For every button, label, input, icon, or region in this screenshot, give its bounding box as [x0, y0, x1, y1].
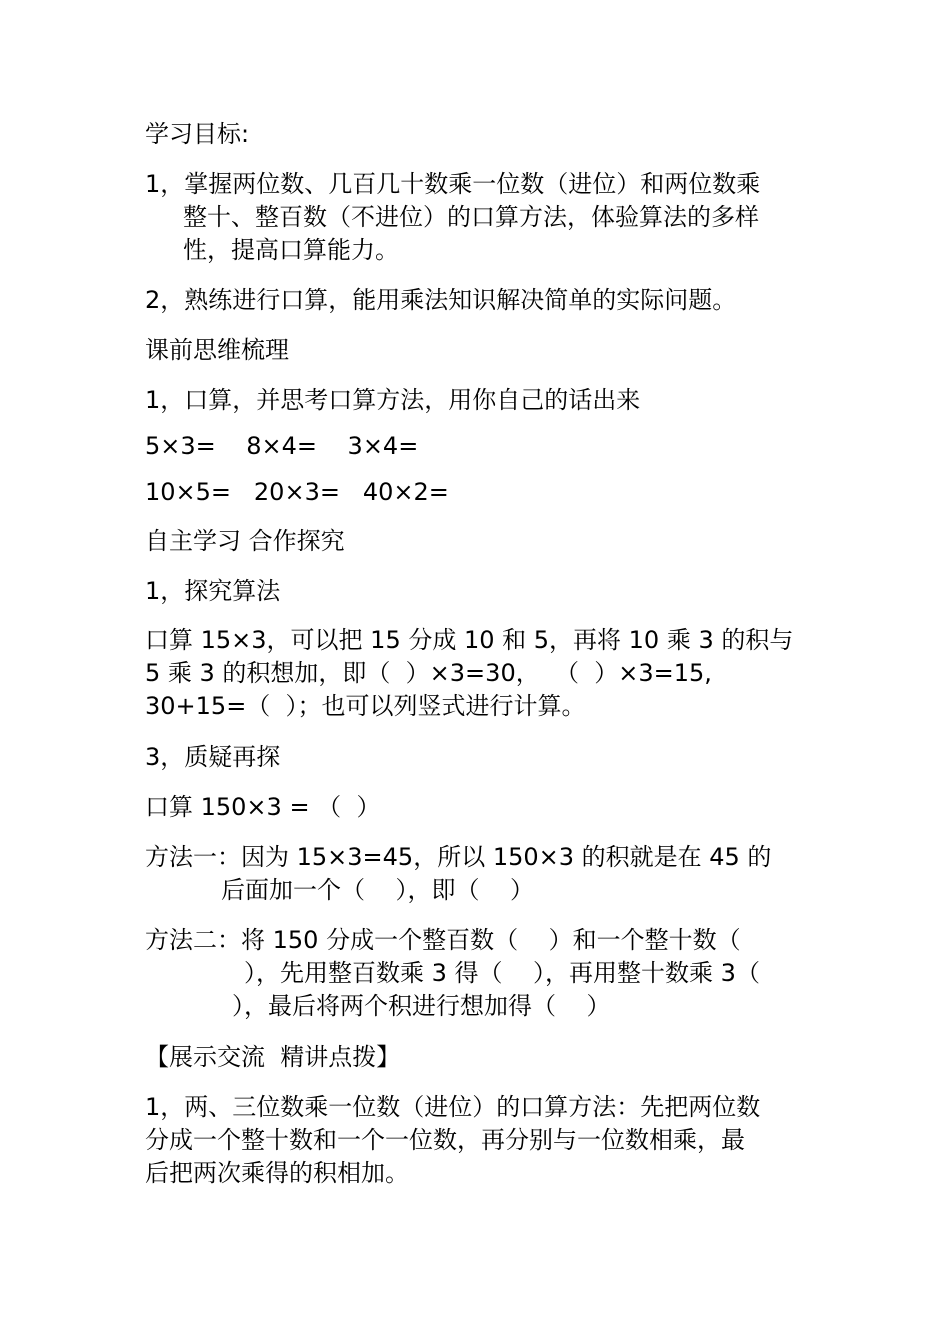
summary-paragraph-line-1: 1，两、三位数乘一位数（进位）的口算方法：先把两位数	[145, 1093, 761, 1121]
summary-paragraph-line-3: 后把两次乘得的积相加。	[145, 1159, 409, 1187]
method-2-line-1: 方法二：将 150 分成一个整百数（ ）和一个整十数（	[145, 926, 741, 954]
explore-paragraph-line-1: 口算 15×3，可以把 15 分成 10 和 5，再将 10 乘 3 的积与	[145, 626, 794, 654]
explore-sub-1: 1，探究算法	[145, 577, 281, 605]
preview-heading: 课前思维梳理	[145, 336, 289, 364]
method-1-line-2: 后面加一个（ ），即（ ）	[221, 876, 535, 904]
oral-calc-150x3: 口算 150×3 = （ ）	[145, 793, 381, 821]
explore-heading: 自主学习 合作探究	[145, 527, 345, 555]
preview-task: 1，口算，并思考口算方法，用你自己的话出来	[145, 386, 641, 414]
preview-row-1: 5×3= 8×4= 3×4=	[145, 432, 419, 460]
objective-2: 2，熟练进行口算，能用乘法知识解决简单的实际问题。	[145, 286, 737, 314]
summary-heading: 【展示交流 精讲点拨】	[145, 1043, 401, 1071]
method-2-line-2: ），先用整百数乘 3 得（ ），再用整十数乘 3（	[244, 959, 760, 987]
preview-row-2: 10×5= 20×3= 40×2=	[145, 478, 449, 506]
explore-paragraph-line-2: 5 乘 3 的积想加，即（ ）×3=30， （ ）×3=15,	[145, 659, 712, 687]
explore-paragraph-line-3: 30+15=（ ）；也可以列竖式进行计算。	[145, 692, 586, 720]
method-1-line-1: 方法一：因为 15×3=45，所以 150×3 的积就是在 45 的	[145, 843, 772, 871]
objective-1-line-2: 整十、整百数（不进位）的口算方法，体验算法的多样	[183, 203, 759, 231]
objectives-heading: 学习目标:	[145, 120, 250, 148]
objective-1-line-1: 1，掌握两位数、几百几十数乘一位数（进位）和两位数乘	[145, 170, 761, 198]
method-2-line-3: ），最后将两个积进行想加得（ ）	[232, 992, 611, 1020]
objective-1-line-3: 性，提高口算能力。	[183, 236, 399, 264]
explore-sub-3: 3，质疑再探	[145, 743, 281, 771]
summary-paragraph-line-2: 分成一个整十数和一个一位数，再分别与一位数相乘，最	[145, 1126, 745, 1154]
